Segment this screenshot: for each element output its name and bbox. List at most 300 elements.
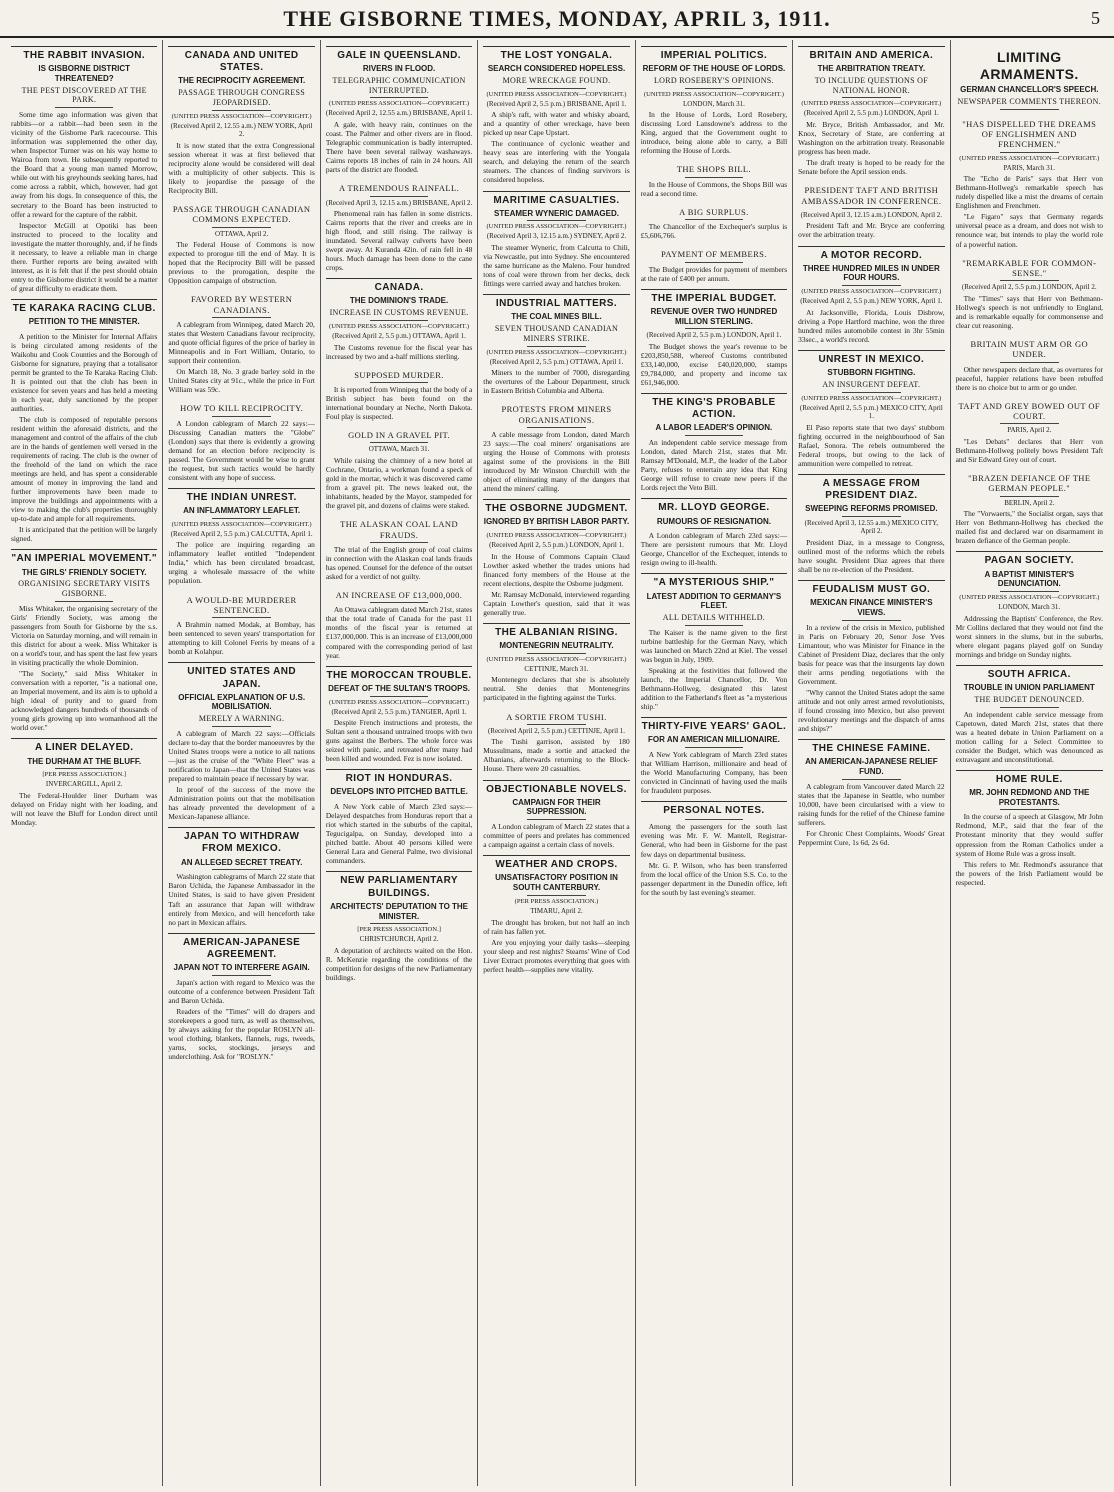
divider-rule [685,747,744,748]
article [798,182,944,239]
divider-rule [685,435,744,436]
dateline: (Received April 3, 12.15 a.m.) SYDNEY, April 2. [486,232,627,241]
article-paragraph: The draft treaty is hoped to be ready for the Senate before the April session ends. [798,158,945,177]
article [483,499,629,617]
divider-rule [527,427,586,428]
article-paragraph: A London cablegram of March 23rd says:—There are persistent rumours that Mr. Lloyd George, Chancellor of the Exchequer, intends to resign owing to ill-health. [640,531,788,568]
press-credit: (UNITED PRESS ASSOCIATION—COPYRIGHT.) [171,112,312,120]
article-subheading: THREE HUNDRED MILES IN UNDER FOUR HOURS. [802,263,940,283]
divider-rule [370,923,429,924]
divider-rule [527,819,586,820]
article-headline: THE ALASKAN COAL LAND FRAUDS. [340,519,458,540]
article-subheading: MERELY A WARNING. [198,714,285,724]
article-headline: SUPPOSED MURDER. [354,369,444,380]
article [641,573,787,711]
newspaper-title: THE GISBORNE TIMES, MONDAY, APRIL 3, 1911. [283,6,831,31]
dateline: LONDON, March 31. [683,99,745,108]
article-paragraph: The Budget provides for payment of members at the rate of £400 per annum. [640,264,788,283]
article-headline: JAPAN TO WITHDRAW FROM MEXICO. [168,827,314,855]
article-subheading: THE PEST DISCOVERED AT THE PARK. [21,85,147,105]
article [168,933,314,1061]
article [483,401,629,493]
dateline: (Received April 2, 5.5 p.m.) MEXICO CITY, April 1. [799,403,943,421]
article-paragraph: Readers of the "Times" will do drapers and storekeepers a good turn, as well as themselves, by always asking for the popular ROSLYN all-wool clothing, blankets, flannels, rugs, tweeds, yarns, socks, stockings, jerseys and underclothing. Ask for "ROSLYN." [168,1006,315,1061]
article [326,278,472,360]
article [11,738,157,827]
article [956,336,1103,392]
article-paragraph: Miners to the number of 7000, disregarding the overtures of the Labour Department, struck in Eastern British Columbia and Alberta. [483,368,630,396]
article-paragraph: Despite French instructions and protests, the Sultan sent a thousand untrained troops with two guns against the Berbers. The whole force was seized with panic, and retreated after many had been killed and wounded. Fez is now isolated. [325,718,473,764]
article-subheading: PASSAGE THROUGH CONGRESS JEOPARDISED. [178,88,306,107]
article-paragraph: The club is composed of reputable persons resident within the aforesaid districts, and the management and control of the affairs of the club are in the hands of gentlemen well versed in the requirements of racing. The club is the owner of the freehold of the land on which the race meetings are held, and has spent a considerable amount of money in improving the land and further improvements have been made to improve the buildings and appointments with a view to making the club's properties thoroughly up-to-date and ample for all requirements. [11,415,158,524]
dateline: CHRISTCHURCH, April 2. [359,935,439,944]
press-credit: (UNITED PRESS ASSOCIATION—COPYRIGHT.) [486,90,627,98]
article-subheading: STEAMER WYNERIC DAMAGED. [494,208,619,218]
dateline: PARIS, March 31. [1003,163,1056,172]
article-headline: THE KING'S PROBABLE ACTION. [641,393,787,421]
article-paragraph: Washington cablegrams of March 22 state that Baron Uchida, the Japanese Ambassador in the United States, is said to have given President Taft an assurance that Japan will withdraw entirely from Mexico, and will henceforth take no part in Mexican affairs. [168,872,315,927]
article-subheading: SEVEN THOUSAND CANADIAN MINERS STRIKE. [494,324,619,343]
article-paragraph: Mr. Bryce, British Ambassador, and Mr. Knox, Secretary of State, are conferring at Washington on the arbitration treaty. Reasonable progress has been made. [798,120,945,157]
divider-rule [370,442,429,443]
dateline: OTTAWA, April 2. [214,229,269,238]
article-paragraph: In proof of the success of the move the Administration points out that the mobilisation has already prevented the development of a Mexican-Japanese alliance. [168,785,315,822]
article-paragraph: In the House of Commons Captain Claud Lowther asked whether the trades unions had financed forty members of the House at the recent elections, despite the Osborne judgment. [483,551,630,588]
article [798,739,944,847]
article-subheading: PETITION TO THE MINISTER. [28,317,140,326]
article-paragraph: In the course of a speech at Glasgow, Mr John Redmond, M.P., said that the fear of the Protestant minority that they would suffer oppression from the Roman Catholics under a system of Home Rule was a gross insult. [955,812,1103,858]
article-subheading: THE DOMINION'S TRADE. [349,296,449,306]
divider-rule [1000,423,1059,424]
article-subheading: NEWSPAPER COMMENTS THEREON. [957,96,1101,106]
press-credit: (PER PRESS ASSOCIATION.) [514,897,599,905]
divider-rule [370,542,429,543]
article-paragraph: Some time ago information was given that rabbits—or a rabbit—had been seen in the vicinity of the Gisborne Park racecourse. This information was supplemented the other day, when Inspector Turner was on his way home to Wairoa from town. He subsequently reported to the Board that a young man named Morrow, while out with his greyhounds seeking hares, had come across a rabbit, which, however, had got away from his dogs. In consequence of this, the secretary to the Board has been instructed to offer a reward for the capture of the rabbit. [11,110,158,219]
article-subheading: AN INSURGENT DEFEAT. [822,379,921,389]
article-headline: PAYMENT OF MEMBERS. [661,249,767,260]
column-2 [163,40,320,1486]
article-headline: RIOT IN HONDURAS. [326,769,472,785]
divider-rule [1000,280,1059,281]
article-paragraph: A cablegram from Winnipeg, dated March 20, states that Western Canadians favour reciprocity, and quote official figures of the price of barley in Minneapolis and in Fort William, Ontario, to support their contention. [168,320,315,366]
newspaper-columns [6,40,1108,1486]
divider-rule [212,110,271,111]
article-headline: A SORTIE FROM TUSHI. [506,711,607,722]
dateline: (Received April 2, 5.5 p.m.) NEW YORK, April 1. [800,297,943,306]
article-subheading: THE BUDGET DENOUNCED. [974,694,1085,704]
divider-rule [842,285,901,286]
article-paragraph: "Le Figaro" says that Germany regards universal peace as a dream, and does not wish to renounce war, but intends to play the world role of a powerful nation. [955,212,1103,249]
article-subheading: REVENUE OVER TWO HUNDRED MILLION STERLING. [650,306,778,326]
article [641,393,787,492]
article-subheading: IS GISBORNE DISTRICT THREATENED? [38,64,130,83]
divider-rule [685,219,744,220]
article-paragraph: An Ottawa cablegram dated March 21st, states that the total trade of Canada for the past 11 months of the fiscal year is returned at £137,000,000. This is an increase of £13,000,000 compared with the corresponding period of last year. [325,605,473,660]
article [326,516,472,581]
article-subheading: MORE WRECKAGE FOUND. [502,75,611,85]
dateline: (Received April 2, 5.5 p.m.) LONDON, April 1. [646,331,782,340]
divider-rule [527,724,586,725]
article [483,855,629,973]
article-subheading: A LABOR LEADER'S OPINION. [655,423,773,433]
dateline: (Received April 2, 12.55 a.m.) BRISBANE, April 1. [325,109,473,118]
article-paragraph: Miss Whitaker, the organising secretary of the Girls' Friendly Society, was among the passengers from South for Gisborne by the s.s. Victoria on Saturday morning, and will remain in this district for about a week. Miss Whitaker is on a world's tour, and has spent the last few years in visiting practically the whole Dominion. [11,603,158,668]
article-paragraph: "The Society," said Miss Whitaker in conversation with a reporter, "is a national one, an Imperial movement, and its aim is to uphold a high ideal of purity and to guard from acknowledged dangers hundreds of thousands of young girls growing up into womanhood all the world over." [11,669,158,733]
article [956,46,1103,110]
article [956,255,1103,330]
article [168,201,314,285]
article-paragraph: A deputation of architects waited on the Hon. R. McKenzie regarding the conditions of the competition for designs of the new Parliamentary buildings. [325,945,473,982]
article [168,827,314,926]
article-paragraph: A ship's raft, with water and whisky aboard, and a quantity of other wreckage, have been picked up near Cape Upstart. [483,110,630,138]
press-credit: [PER PRESS ASSOCIATION.] [42,771,127,779]
article-headline: OBJECTIONABLE NOVELS. [483,780,629,796]
article [168,488,314,586]
article-subheading: A BAPTIST MINISTER'S DENUNCIATION. [984,569,1075,589]
divider-rule [527,653,586,654]
article-paragraph: A New York cablegram of March 23rd states that William Harrison, millionaire and head of the World Manufacturing Company, has been convicted in Cincinnati of having used the mails for fraudulent purposes. [640,750,788,796]
article-paragraph: The Federal House of Commons is now expected to prorogue till the end of May. It is hoped that the Reciprocity Bill will be passed previous to the prorogation, despite the Opposition campaign of obstruction. [168,240,315,286]
article-subheading: THE DURHAM AT THE BLUFF. [27,756,142,766]
article-subheading: DEVELOPS INTO PITCHED BATTLE. [330,787,468,797]
article-subheading: INCREASE IN CUSTOMS REVENUE. [329,308,469,318]
divider-rule [685,819,744,820]
article-subheading: LORD ROSEBERY'S OPINIONS. [653,75,774,85]
article-headline: MARITIME CASUALTIES. [483,191,629,207]
article [326,180,472,272]
article-headline: FAVORED BY WESTERN CANADIANS. [190,294,293,315]
article-paragraph: Addressing the Baptists' Conference, the Rev. Mr Collins declared that they would not find the worst sinners in the slums, but in the suburbs, where elegant pagans played golf on Sunday mornings and bridge on Sunday nights. [955,613,1103,659]
article-headline: AN INCREASE OF £13,000,000. [335,590,463,601]
article-paragraph: In the House of Lords, Lord Rosebery, discussing Lord Lansdowne's address to the King, argued that the Government ought to introduce, being alone able to carry, a Bill reforming the House of Lords. [640,110,788,156]
article-subheading: THE ARBITRATION TREATY. [817,64,926,74]
press-credit: (UNITED PRESS ASSOCIATION—COPYRIGHT.) [486,655,627,663]
article-subheading: GERMAN CHANCELLOR'S SPEECH. [960,85,1099,95]
press-credit: (UNITED PRESS ASSOCIATION—COPYRIGHT.) [329,100,470,108]
article [326,367,472,421]
article-paragraph: In the House of Commons, the Shops Bill was read a second time. [640,179,788,198]
divider-rule [685,177,744,178]
article-subheading: REFORM OF THE HOUSE OF LORDS. [642,64,786,74]
article-paragraph: Among the passengers for the south last evening was Mr. F. W. Mantell, Registrar-General, who had been in Gisborne for the past few days on departmental business. [640,822,788,859]
divider-rule [370,382,429,383]
article-headline: CANADA AND UNITED STATES. [168,46,314,74]
article [483,780,629,850]
article-subheading: IGNORED BY BRITISH LABOR PARTY. [483,517,630,527]
article-headline: "BRAZEN DEFIANCE OF THE GERMAN PEOPLE." [968,473,1091,494]
article-headline: WEATHER AND CROPS. [483,855,629,871]
article-subheading: DEFEAT OF THE SULTAN'S TROOPS. [328,683,471,693]
article-headline: HOME RULE. [956,770,1103,786]
article-subheading: RUMOURS OF RESIGNATION. [656,516,771,526]
article [326,46,472,174]
article-headline: BRITAIN AND AMERICA. [798,46,944,62]
article-headline: THE IMPERIAL BUDGET. [641,289,787,305]
article [798,474,944,574]
article-headline: FEUDALISM MUST GO. [798,580,944,596]
article-subheading: MONTENEGRIN NEUTRALITY. [499,641,614,651]
article-headline: PAGAN SOCIETY. [956,551,1103,567]
article [483,623,629,703]
divider-rule [55,329,114,330]
divider-rule [527,88,586,89]
article-subheading: JAPAN NOT TO INTERFERE AGAIN. [173,962,310,972]
article [956,665,1103,764]
divider-rule [685,328,744,329]
divider-rule [1000,496,1059,497]
divider-rule [212,617,271,618]
article-subheading: SWEEPING REFORMS PROMISED. [805,504,938,514]
article-headline: TE KARAKA RACING CLUB. [11,299,157,315]
article-headline: THE LOST YONGALA. [483,46,629,62]
article-headline: HOW TO KILL RECIPROCITY. [180,403,304,414]
article-headline: THE RABBIT INVASION. [11,46,157,62]
article-paragraph: It is reported from Winnipeg that the body of a British subject has been found on the international boundary at Neche, North Dakota. Foul play is suspected. [325,384,473,422]
article-paragraph: The Customs revenue for the fiscal year has increased by two and a-half millions sterling. [325,342,473,361]
article-subheading: CAMPAIGN FOR THEIR SUPPRESSION. [512,797,601,817]
article-paragraph: The drought has broken, but not half an inch of rain has fallen yet. [483,917,630,936]
article-paragraph: Speaking at the festivities that followed the launch, the Imperial Chancellor, Dr. Von Bethmann-Hollweg, designated this latest addition to the Fatherland's fleet as "a mysterious ship." [640,665,788,712]
press-credit: (UNITED PRESS ASSOCIATION—COPYRIGHT.) [486,532,627,540]
dateline: INVERCARGILL, April 2. [45,780,123,789]
divider-rule [370,799,429,800]
article [641,289,787,387]
article [483,46,629,185]
article-paragraph: Japan's action with regard to Mexico was the outcome of a conference between President Taft and Baron Uchida. [168,977,315,1005]
article [326,427,472,510]
article-headline: "AN IMPERIAL MOVEMENT." [11,549,157,565]
article [11,299,157,544]
divider-rule [212,869,271,870]
article-subheading: MR. JOHN REDMOND AND THE PROTESTANTS. [969,787,1090,807]
article-subheading: THE COAL MINES BILL. [511,312,602,322]
article-paragraph: A gale, with heavy rain, continues on the coast. The Palmer and other rivers are in flood. Telegraphic communication is badly interrupted. There have been several railway washaways. Cairns reports 18 inches of rain in 24 hours. All parts of the district are flooded. [325,120,473,175]
article [641,498,787,567]
article-paragraph: It is now stated that the extra Congressional session whereat it was at first believed that reciprocity alone would be considered will deal with a multiplicity of other subjects. This is likely to jeopardise the passage of the Reciprocity Bill. [168,140,315,195]
article-subheading: AN ALLEGED SECRET TREATY. [180,857,303,867]
article [326,871,472,982]
divider-rule [212,518,271,519]
article [641,204,787,240]
column-7 [951,40,1108,1486]
divider-rule [527,220,586,221]
article-headline: A BIG SURPLUS. [679,206,749,217]
article [956,398,1103,464]
article-headline: SOUTH AFRICA. [956,665,1103,681]
article-paragraph: The "Echo de Paris" says that Herr von Bethmann-Hollweg's remarkable speech has rudely dispelled like a mist the dreams of certain Englishmen and Frenchmen. [955,174,1103,211]
divider-rule [370,97,429,98]
article-paragraph: Are you enjoying your daily tasks—sleeping your sleep and rest nights? Stearns' Wine of Cod Liver Extract promotes everything that goes with perfect health—supplies new vitality. [483,937,630,974]
article-paragraph: The Chancellor of the Exchequer's surplus is £5,606,766. [640,222,788,241]
article-headline: THE OSBORNE JUDGMENT. [483,499,629,515]
article-headline: THE CHINESE FAMINE. [798,739,944,755]
article-subheading: THE GIRLS' FRIENDLY SOCIETY. [21,567,147,577]
article-paragraph: While raising the chimney of a new hotel at Cochrane, Ontario, a workman found a speck of gold in the mortar, which it was discovered came from a gravel pit. The news leaked out, the inhabitants, headed by the Mayor, stampeded for the gravel pit, and dozens of claims were staked. [325,455,473,511]
divider-rule [1000,591,1059,592]
article [956,770,1103,887]
article-paragraph: For Chronic Chest Complaints, Woods' Great Peppermint Cure, 1s 6d, 2s 6d. [798,829,945,848]
dateline: (Received April 3, 12.55 a.m.) MEXICO CITY, April 2. [804,518,939,536]
article-headline: IMPERIAL POLITICS. [641,46,787,62]
article [11,549,157,732]
article-headline: NEW PARLIAMENTARY BUILDINGS. [326,871,472,899]
article-headline: "HAS DISPELLED THE DREAMS OF ENGLISHMEN AND FRENCHMEN." [962,118,1097,150]
dateline: (Received April 2, 12.55 a.m.) NEW YORK, April 2. [170,121,313,139]
article-paragraph: The "Times" says that Herr von Bethmann-Hollweg's speech is not unfriendly to England, and is remarkable equally for commonsense and clear cut reasoning. [955,293,1103,330]
article-paragraph: "Les Debats" declares that Herr von Bethmann-Hollweg politely bows President Taft and Sir Edward Grey out of court. [955,436,1103,465]
article-headline: THE MOROCCAN TROUBLE. [326,666,472,682]
dateline: (Received April 2, 5.5 p.m.) BRISBANE, April 1. [486,99,627,108]
divider-rule [1000,362,1059,363]
dateline: (Received April 3, 12.15 a.m.) BRISBANE, April 2. [325,198,473,207]
press-credit: (UNITED PRESS ASSOCIATION—COPYRIGHT.) [486,223,627,231]
divider-rule [370,696,429,697]
divider-rule [685,262,744,263]
divider-rule [55,601,114,602]
article [798,246,944,344]
article-paragraph: The police are inquiring regarding an inflammatory leaflet entitled "Independent India," which has been circulated broadcast, urging a wholesale massacre of the white population. [168,540,315,586]
divider-rule [842,392,901,393]
article [168,592,314,657]
article-headline: THE SHOPS BILL. [676,164,752,175]
article [641,801,787,896]
article [483,191,629,289]
article-paragraph: The Tushi garrison, assisted by 180 Mussulmans, made a sortie and attacked the Albanians, afterwards returning to the Block-House. There were 20 casualties. [483,737,630,774]
divider-rule [55,107,114,108]
divider-rule [842,620,901,621]
divider-rule [842,516,901,517]
article-headline: A LINER DELAYED. [11,738,157,754]
article-headline: LIMITING ARMAMENTS. [979,49,1079,83]
article [168,46,314,195]
article-headline: A WOULD-BE MURDERER SENTENCED. [186,594,297,615]
article-subheading: ARCHITECTS' DEPUTATION TO THE MINISTER. [330,901,469,921]
article-headline: INDUSTRIAL MATTERS. [483,294,629,310]
article [956,551,1103,658]
article-subheading: AN AMERICAN-JAPANESE RELIEF FUND. [805,757,938,777]
article-paragraph: The trial of the English group of coal claims in connection with the Alaskan coal lands frauds has opened. Counsel for the defence of the outset asked for a verdict of not guilty. [325,544,473,581]
divider-rule [212,317,271,318]
article-paragraph: Mr. Ramsay McDonald, interviewed regarding Captain Lowther's question, said that it was generally true. [483,589,630,617]
divider-rule [370,602,429,603]
divider-rule [685,528,744,529]
article-paragraph: A London cablegram of March 22 says:—Discussing Canadian matters the "Globe" (London) says that there is evidently a growing demand for an election before reciprocity is passed. The Government would be wise to grant the request, but such tactics would be hardly consistent with any hope of success. [168,418,315,482]
article-headline: CANADA. [326,278,472,294]
article-subheading: THE RECIPROCITY AGREEMENT. [178,76,306,86]
divider-rule [212,726,271,727]
article-subheading: MEXICAN FINANCE MINISTER'S VIEWS. [810,598,933,618]
column-1 [6,40,163,1486]
article-headline: UNREST IN MEXICO. [798,350,944,366]
article-headline: AMERICAN-JAPANESE AGREEMENT. [168,933,314,961]
article-headline: PERSONAL NOTES. [641,801,787,817]
dateline: (Received April 2, 5.5 p.m.) CETTINJE, April 1. [487,726,626,735]
press-credit: (UNITED PRESS ASSOCIATION—COPYRIGHT.) [329,322,470,330]
divider-rule [842,97,901,98]
article-paragraph: A cable message from London, dated March 23 says:—The coal miners' organisations are urging the House of Commons with protests against some of the provisions in the Bill introduced by Mr Winston Churchill with the object of eliminating many of the dangers that attend the miners' calling. [483,429,630,494]
article [641,46,787,155]
article-headline: UNITED STATES AND JAPAN. [168,662,314,690]
press-credit: (UNITED PRESS ASSOCIATION—COPYRIGHT.) [801,288,942,296]
article-headline: THE INDIAN UNREST. [168,488,314,504]
dateline: OTTAWA, March 31. [368,445,430,454]
press-credit: (UNITED PRESS ASSOCIATION—COPYRIGHT.) [959,154,1100,162]
dateline: CETTINJE, March 31. [524,664,589,673]
divider-rule [527,895,586,896]
dateline: (Received April 2, 5.5 p.m.) LONDON, April 1. [803,109,939,118]
divider-rule [1000,707,1059,708]
divider-rule [685,625,744,626]
article-paragraph: The continuance of cyclonic weather and heavy seas are interfering with the Yongala search, and delaying the return of the search steamers. The chances of finding survivors is considered hopeless. [483,139,630,185]
article-headline: THIRTY-FIVE YEARS' GAOL. [641,717,787,733]
article-headline: PRESIDENT TAFT AND BRITISH AMBASSADOR IN CONFERENCE. [801,185,942,206]
dateline: TIMARU, April 2. [530,907,583,916]
article-paragraph: Mr. G. P. Wilson, who has been transferred from the local office of the Union S.S. Co. to the passenger department in the Dunedin office, left for the south by last evening's steamer. [640,860,788,897]
column-3 [321,40,478,1486]
article-headline: GALE IN QUEENSLAND. [326,46,472,62]
article [483,709,629,774]
article-paragraph: The Federal-Houlder liner Durham was delayed on Friday night with her loading, and will not leave the Bluff for London direct until Monday. [11,790,158,827]
divider-rule [842,208,901,209]
article-paragraph: A cablegram of March 22 says:—Officials declare to-day that the border manoeuvres by the United States troops were a notice to all nations—just as the cruise of the "White Fleet" was a notification to Japan—that the United States was prepared to maintain peace if necessary by war. [168,728,315,784]
article [798,580,944,733]
article-subheading: ORGANISING SECRETARY VISITS GISBORNE. [18,579,151,599]
article [168,662,314,821]
article-paragraph: The Kaiser is the name given to the first turbine battleship for the German Navy, which was launched on March 22nd at Kiel. The vessel was begun in July, 1909. [640,627,788,664]
column-6 [793,40,950,1486]
press-credit: (UNITED PRESS ASSOCIATION—COPYRIGHT.) [171,520,312,528]
divider-rule [685,88,744,89]
press-credit: (UNITED PRESS ASSOCIATION—COPYRIGHT.) [643,90,784,98]
article [798,46,944,176]
article-headline: PROTESTS FROM MINERS ORGANISATIONS. [501,404,612,425]
divider-rule [527,346,586,347]
article-headline: PASSAGE THROUGH CANADIAN COMMONS EXPECTED. [172,203,311,225]
article-headline: "A MYSTERIOUS SHIP." [641,573,787,589]
article-paragraph: This refers to Mr. Redmond's assurance that the powers of the Irish Parliament would be respected. [955,859,1103,887]
article-paragraph: President Diaz, in a message to Congress, outlined most of the reforms which the rebels have sought. President Diaz agrees that there shall be no re-election of the President. [798,538,945,575]
dateline: BERLIN, April 2. [1004,498,1055,507]
divider-rule [212,416,271,417]
page-number: 5 [1091,8,1100,28]
article-paragraph: "Why cannot the United States adopt the same attitude and not only arrest armed revolutionists, if found crossing into Mexico, but also prevent revolutionary meetings and the dispatch of arms and ships?" [798,688,945,734]
article-subheading: SEARCH CONSIDERED HOPELESS. [487,64,626,74]
article-paragraph: An independent cable service message from London, dated March 21st, states that Mr. Ramsay M'Donald, M.P., the leader of the Labor Party, refuses to entertain any idea that King George will refuse to create new peers if the Lords reject the Veto Bill. [640,438,788,493]
press-credit: (UNITED PRESS ASSOCIATION—COPYRIGHT.) [801,100,942,108]
article [11,46,157,293]
article-subheading: RIVERS IN FLOOD. [362,64,436,74]
article [641,161,787,197]
article-subheading: AN INFLAMMATORY LEAFLET. [183,506,301,516]
article-paragraph: It is anticipated that the petition will be largely signed. [11,525,158,544]
article-subheading: UNSATISFACTORY POSITION IN SOUTH CANTERBURY. [495,873,618,893]
article [483,294,629,395]
article-subheading: ALL DETAILS WITHHELD. [662,613,766,623]
column-4 [478,40,635,1486]
divider-rule [55,768,114,769]
divider-rule [212,975,271,976]
article-paragraph: Montenegro declares that she is absolutely neutral. She denies that Montenegrins participated in the fighting against the Turks. [483,675,630,703]
article-paragraph: Other newspapers declare that, as overtures for peaceful, happier relations have been rebuffed there is no choice but to arm or go under. [955,364,1103,392]
article-subheading: OFFICIAL EXPLANATION OF U.S. MOBILISATION. [178,692,306,712]
article-headline: BRITAIN MUST ARM OR GO UNDER. [970,338,1089,360]
article [641,717,787,795]
article [641,246,787,282]
divider-rule [527,529,586,530]
article-headline: A MESSAGE FROM PRESIDENT DIAZ. [798,474,944,502]
divider-rule [842,779,901,780]
article-subheading: TELEGRAPHIC COMMUNICATION INTERRUPTED. [332,75,466,95]
